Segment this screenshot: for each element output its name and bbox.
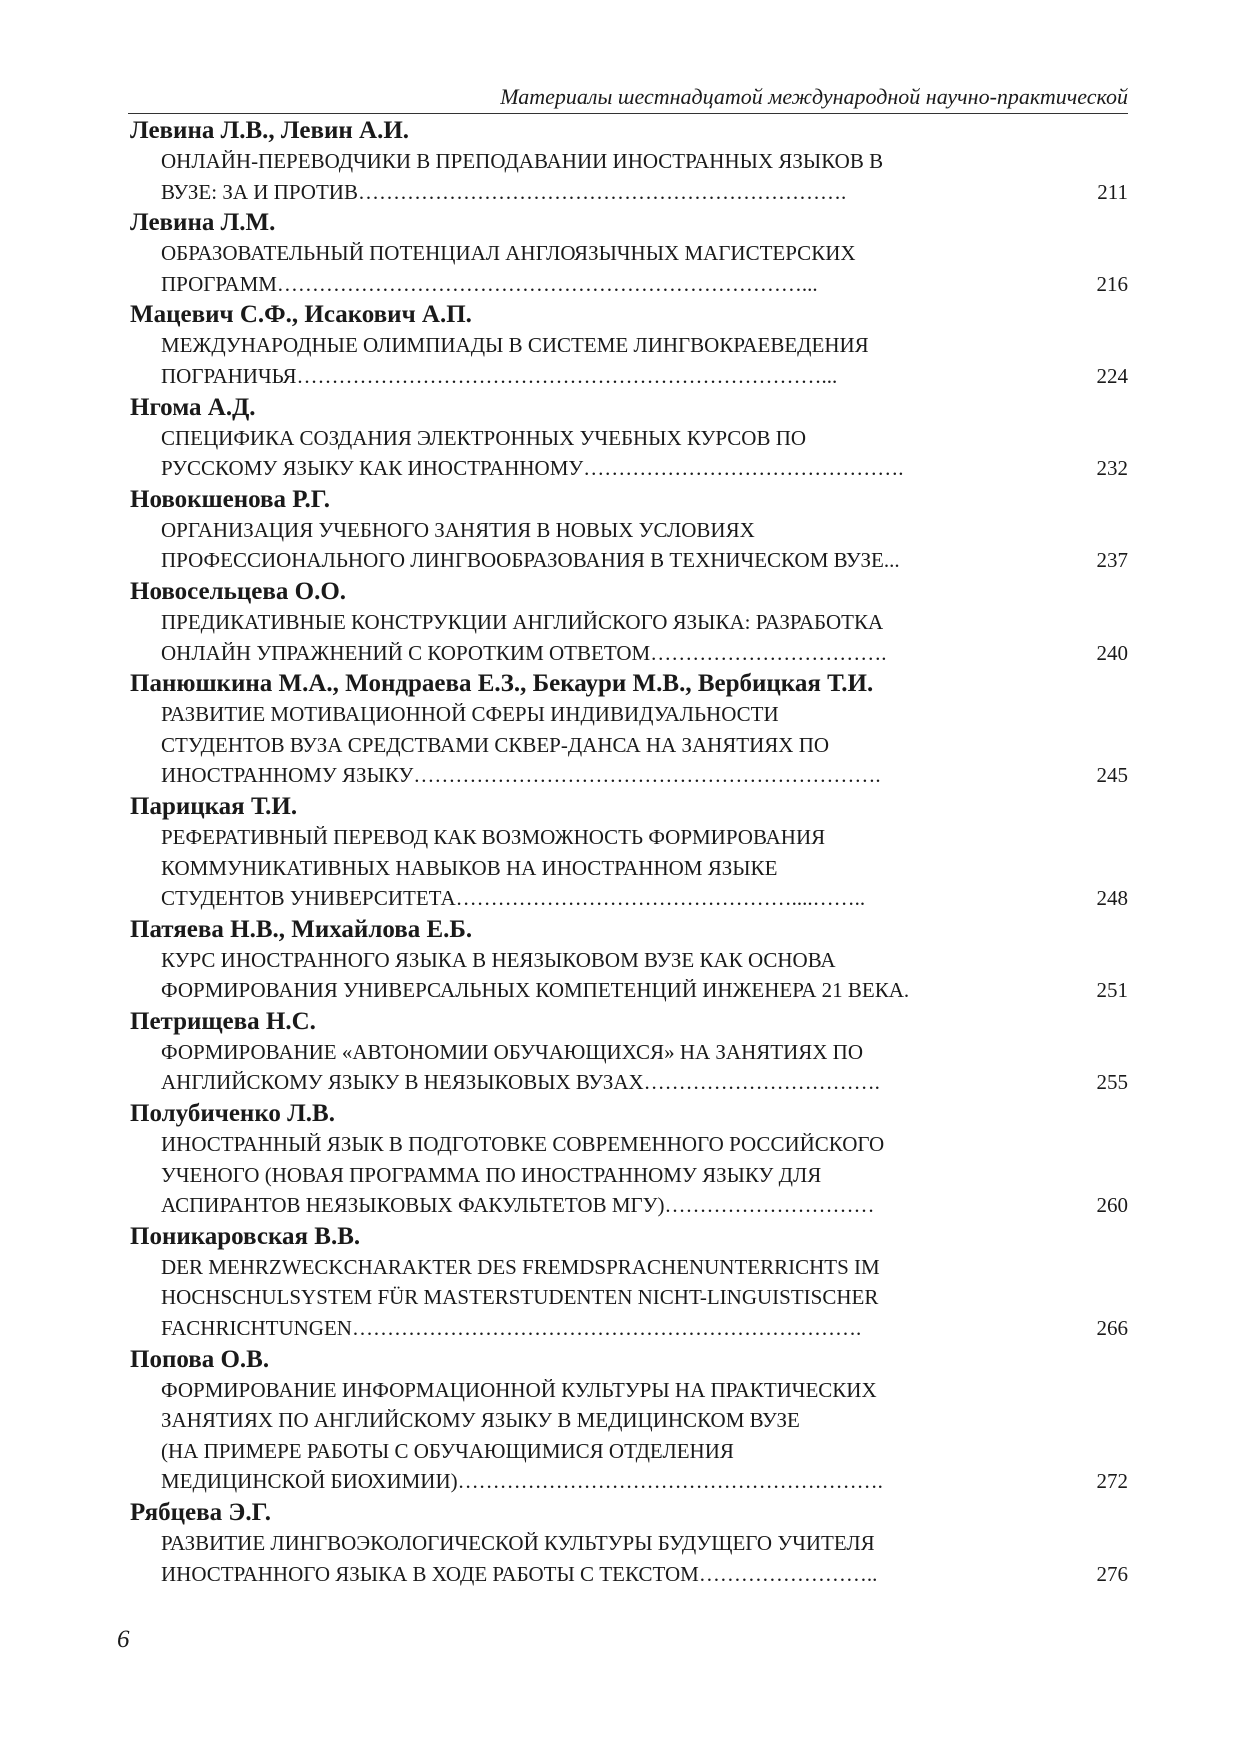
toc-entry-row [130, 945, 1128, 1006]
toc-entry-title[interactable]: ИНОСТРАННЫЙ ЯЗЫК В ПОДГОТОВКЕ СОВРЕМЕННОГО РОССИЙСКОГО УЧЕНОГО (НОВАЯ ПРОГРАММА ПО ИНОСТРАННОМУ ЯЗЫКУ ДЛЯ АСПИРАНТОВ НЕЯЗЫКОВЫХ ФАКУЛЬТЕТОВ МГУ)………………………… [161, 1132, 885, 1218]
toc-entry-title[interactable]: РАЗВИТИЕ МОТИВАЦИОННОЙ СФЕРЫ ИНДИВИДУАЛЬНОСТИ СТУДЕНТОВ ВУЗА СРЕДСТВАМИ СКВЕР-ДАНСА НА ЗАНЯТИЯХ ПО ИНОСТРАННОМУ ЯЗЫКУ…………………………………………………………. [161, 702, 881, 788]
toc-entry-row [130, 1037, 1128, 1098]
toc-entry-row [130, 699, 1128, 791]
toc-entry-author: Поникаровская В.В. [130, 1222, 361, 1250]
toc-entry-row [130, 1528, 1128, 1589]
toc-entry [130, 1497, 1128, 1589]
page-number: 6 [117, 1626, 130, 1653]
toc-entry-row [130, 822, 1128, 914]
toc-entry-author: Парицкая Т.И. [130, 792, 298, 820]
toc-entry-page: 224 [1096, 363, 1128, 388]
toc-entry [130, 299, 1128, 391]
toc-entry [130, 1098, 1128, 1221]
toc-entry [130, 1344, 1128, 1497]
toc-entry [130, 914, 1128, 1006]
toc-entry-page: 240 [1096, 640, 1128, 665]
toc-entry-row [130, 423, 1128, 484]
toc-entry-title[interactable]: ПРЕДИКАТИВНЫЕ КОНСТРУКЦИИ АНГЛИЙСКОГО ЯЗЫКА: РАЗРАБОТКА ОНЛАЙН УПРАЖНЕНИЙ С КОРОТКИМ ОТВЕТОМ……………………………. [161, 609, 887, 665]
toc-entry-author: Петрищева Н.С. [130, 1007, 316, 1035]
toc-entry-page: 237 [1096, 548, 1128, 573]
toc-entry-page: 251 [1096, 978, 1128, 1003]
header-rule [128, 113, 1128, 114]
toc-entry-title[interactable]: СПЕЦИФИКА СОЗДАНИЯ ЭЛЕКТРОННЫХ УЧЕБНЫХ КУРСОВ ПО РУССКОМУ ЯЗЫКУ КАК ИНОСТРАННОМУ………………………………………. [161, 425, 904, 481]
toc-entry-page: 216 [1096, 271, 1128, 296]
toc-entry-page: 232 [1096, 456, 1128, 481]
toc-entry [130, 576, 1128, 668]
toc-entry-page: 211 [1097, 179, 1128, 204]
toc-entry-author: Рябцева Э.Г. [130, 1499, 271, 1526]
toc-entry-author: Новосельцева О.О. [130, 577, 347, 605]
toc-entry-row [130, 146, 1128, 207]
toc-entry-title[interactable]: DER MEHRZWECKCHARAKTER DES FREMDSPRACHENUNTERRICHTS IM HOCHSCHULSYSTEM FÜR MASTERSTUDENTEN NICHT-LINGUISTISCHER FACHRICHTUNGEN………………………………………………………………. [161, 1254, 880, 1341]
toc-entry [130, 392, 1128, 484]
toc-entry-author: Левина Л.В., Левин А.И. [130, 117, 410, 144]
toc-entry [130, 791, 1128, 914]
toc-entry-author: Патяева Н.В., Михайлова Е.Б. [130, 915, 473, 943]
toc-entry-page: 272 [1096, 1469, 1128, 1494]
toc-entry-author: Левина Л.М. [130, 209, 276, 237]
toc-entry-row [130, 330, 1128, 391]
table-of-contents [130, 115, 1128, 1589]
toc-entry-title[interactable]: ОРГАНИЗАЦИЯ УЧЕБНОГО ЗАНЯТИЯ В НОВЫХ УСЛОВИЯХ ПРОФЕССИОНАЛЬНОГО ЛИНГВООБРАЗОВАНИЯ В ТЕХНИЧЕСКОМ ВУЗЕ... [161, 517, 900, 573]
toc-entry-row [130, 238, 1128, 299]
toc-entry-title[interactable]: ФОРМИРОВАНИЕ ИНФОРМАЦИОННОЙ КУЛЬТУРЫ НА ПРАКТИЧЕСКИХ ЗАНЯТИЯХ ПО АНГЛИЙСКОМУ ЯЗЫКУ В МЕДИЦИНСКОМ ВУЗЕ (НА ПРИМЕРЕ РАБОТЫ С ОБУЧАЮЩИМИСЯ ОТДЕЛЕНИЯ МЕДИЦИНСКОЙ БИОХИМИИ)……………………………………………………. [161, 1377, 883, 1494]
toc-entry-title[interactable]: РАЗВИТИЕ ЛИНГВОЭКОЛОГИЧЕСКОЙ КУЛЬТУРЫ БУДУЩЕГО УЧИТЕЛЯ ИНОСТРАННОГО ЯЗЫКА В ХОДЕ РАБОТЫ С ТЕКСТОМ…………………….. [161, 1531, 878, 1586]
toc-entry-title[interactable]: МЕЖДУНАРОДНЫЕ ОЛИМПИАДЫ В СИСТЕМЕ ЛИНГВОКРАЕВЕДЕНИЯ ПОГРАНИЧЬЯ…………………………………………………………………... [161, 333, 869, 388]
toc-entry-author: Мацевич С.Ф., Исакович А.П. [130, 301, 472, 329]
toc-entry-row [130, 1129, 1128, 1221]
toc-entry-page: 260 [1096, 1193, 1128, 1218]
toc-entry-title[interactable]: ФОРМИРОВАНИЕ «АВТОНОМИИ ОБУЧАЮЩИХСЯ» НА ЗАНЯТИЯХ ПО АНГЛИЙСКОМУ ЯЗЫКУ В НЕЯЗЫКОВЫХ ВУЗАХ……………………………. [161, 1039, 880, 1095]
toc-entry-row [130, 1252, 1128, 1344]
toc-entry-title[interactable]: КУРС ИНОСТРАННОГО ЯЗЫКА В НЕЯЗЫКОВОМ ВУЗЕ КАК ОСНОВА ФОРМИРОВАНИЯ УНИВЕРСАЛЬНЫХ КОМПЕТЕНЦИЙ ИНЖЕНЕРА 21 ВЕКА. [161, 947, 910, 1003]
toc-entry-author: Нгома А.Д. [130, 393, 256, 421]
toc-entry [130, 115, 1128, 207]
toc-entry-row [130, 1375, 1128, 1497]
toc-entry-page: 255 [1096, 1070, 1128, 1095]
toc-entry-author: Панюшкина М.А., Мондраева Е.З., Бекаури М.В., Вербицкая Т.И. [130, 670, 874, 698]
toc-entry-title[interactable]: РЕФЕРАТИВНЫЙ ПЕРЕВОД КАК ВОЗМОЖНОСТЬ ФОРМИРОВАНИЯ КОММУНИКАТИВНЫХ НАВЫКОВ НА ИНОСТРАННОМ ЯЗЫКЕ СТУДЕНТОВ УНИВЕРСИТЕТА…………………………………………....…….. [161, 824, 866, 911]
toc-entry [130, 207, 1128, 299]
toc-entry-author: Попова О.В. [130, 1345, 270, 1373]
toc-entry-title[interactable]: ОБРАЗОВАТЕЛЬНЫЙ ПОТЕНЦИАЛ АНГЛОЯЗЫЧНЫХ МАГИСТЕРСКИХ ПРОГРАММ…………………………………………………………………... [161, 241, 856, 296]
toc-entry [130, 1221, 1128, 1344]
toc-entry-page: 266 [1096, 1316, 1128, 1341]
toc-entry-page: 245 [1096, 763, 1128, 788]
toc-entry-author: Полубиченко Л.В. [130, 1100, 335, 1128]
toc-entry-page: 276 [1096, 1561, 1128, 1586]
toc-entry [130, 668, 1128, 791]
toc-entry-title[interactable]: ОНЛАЙН-ПЕРЕВОДЧИКИ В ПРЕПОДАВАНИИ ИНОСТРАННЫХ ЯЗЫКОВ В ВУЗЕ: ЗА И ПРОТИВ……………………………………………………………. [161, 149, 884, 204]
toc-entry [130, 484, 1128, 576]
toc-entry-row [130, 607, 1128, 668]
toc-entry-row [130, 515, 1128, 576]
running-header: Материалы шестнадцатой международной научно-практической [500, 84, 1128, 109]
toc-entry-page: 248 [1096, 886, 1128, 911]
toc-entry [130, 1006, 1128, 1098]
toc-entry-author: Новокшенова Р.Г. [130, 485, 331, 513]
